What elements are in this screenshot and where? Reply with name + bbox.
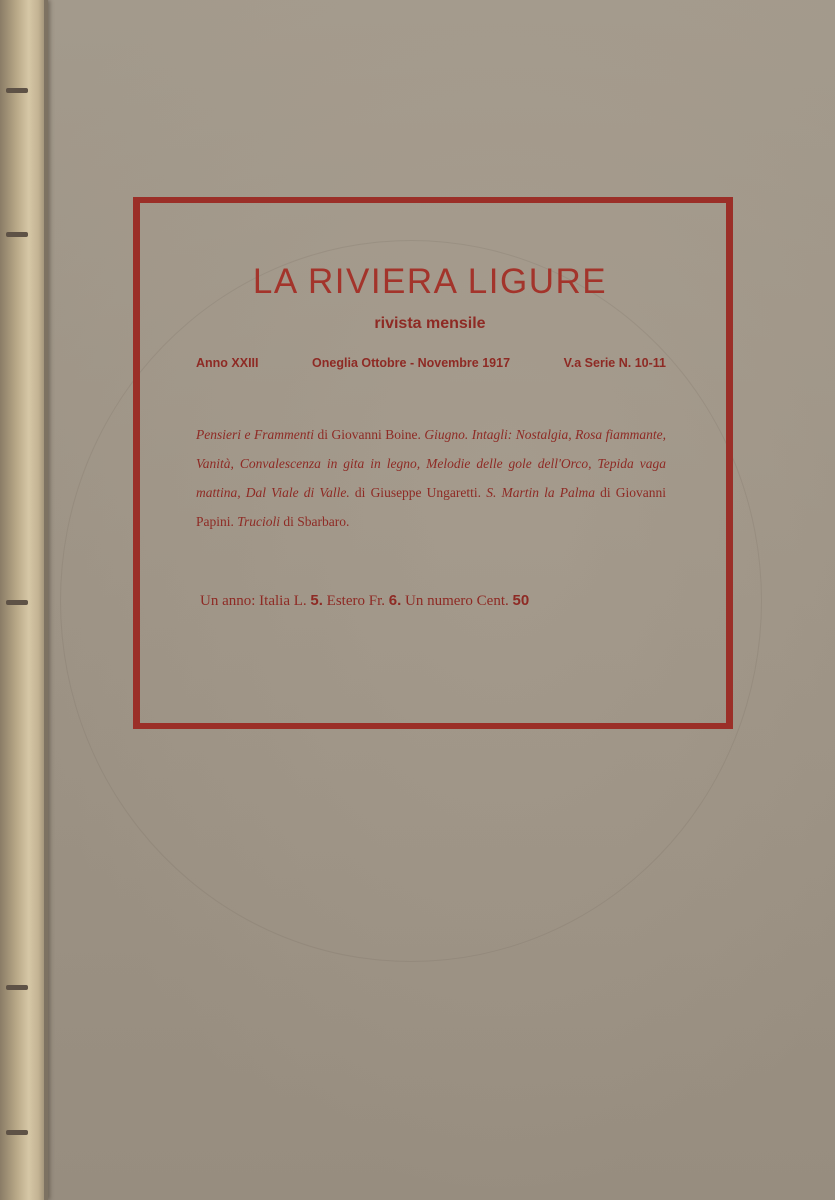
issue-line	[196, 356, 666, 370]
table-of-contents	[196, 420, 666, 536]
binding-stitch	[6, 1130, 28, 1135]
magazine-title: LA RIVIERA LIGURE	[252, 262, 608, 301]
price-value: 50	[512, 592, 530, 609]
price-text: Estero Fr.	[322, 593, 389, 609]
price-value: 5.	[310, 592, 323, 609]
contents-author: Giovanni Papini.	[196, 485, 666, 529]
contents-work: S. Martin la Palma	[486, 485, 595, 500]
issue-anno: Anno XXIII	[196, 356, 259, 370]
contents-work: Trucioli	[237, 514, 281, 529]
contents-sep: di	[280, 514, 298, 529]
contents-author: Giovanni Boine.	[331, 427, 421, 442]
contents-sep: di	[313, 427, 332, 442]
price-value: 6.	[388, 592, 402, 609]
issue-series: V.a Serie N. 10-11	[563, 356, 666, 370]
binding-stitch	[6, 88, 28, 93]
magazine-subtitle: rivista mensile	[374, 315, 486, 332]
contents-work: Pensieri e Frammenti	[196, 427, 314, 442]
contents-author: Giuseppe Ungaretti.	[370, 485, 482, 500]
binding-stitch	[6, 232, 28, 237]
contents-sep: di	[349, 485, 371, 500]
price-line	[200, 592, 660, 610]
contents-work: Giugno. Intagli: Nostalgia, Rosa fiammante, Vanità, Convalescenza in gita in legno, Melodie delle gole dell'Orco, Tepida vaga mattina, Dal Viale di Valle.	[196, 427, 666, 500]
price-text: Un anno: Italia L.	[200, 593, 311, 609]
binding-stitch	[6, 985, 28, 990]
issue-place-date: Oneglia Ottobre - Novembre 1917	[312, 356, 511, 370]
price-text: Un numero Cent.	[401, 593, 513, 609]
spine-edge	[44, 0, 48, 1200]
contents-author: Sbarbaro.	[297, 514, 350, 529]
contents-sep: di	[594, 485, 616, 500]
binding-stitch	[6, 600, 28, 605]
